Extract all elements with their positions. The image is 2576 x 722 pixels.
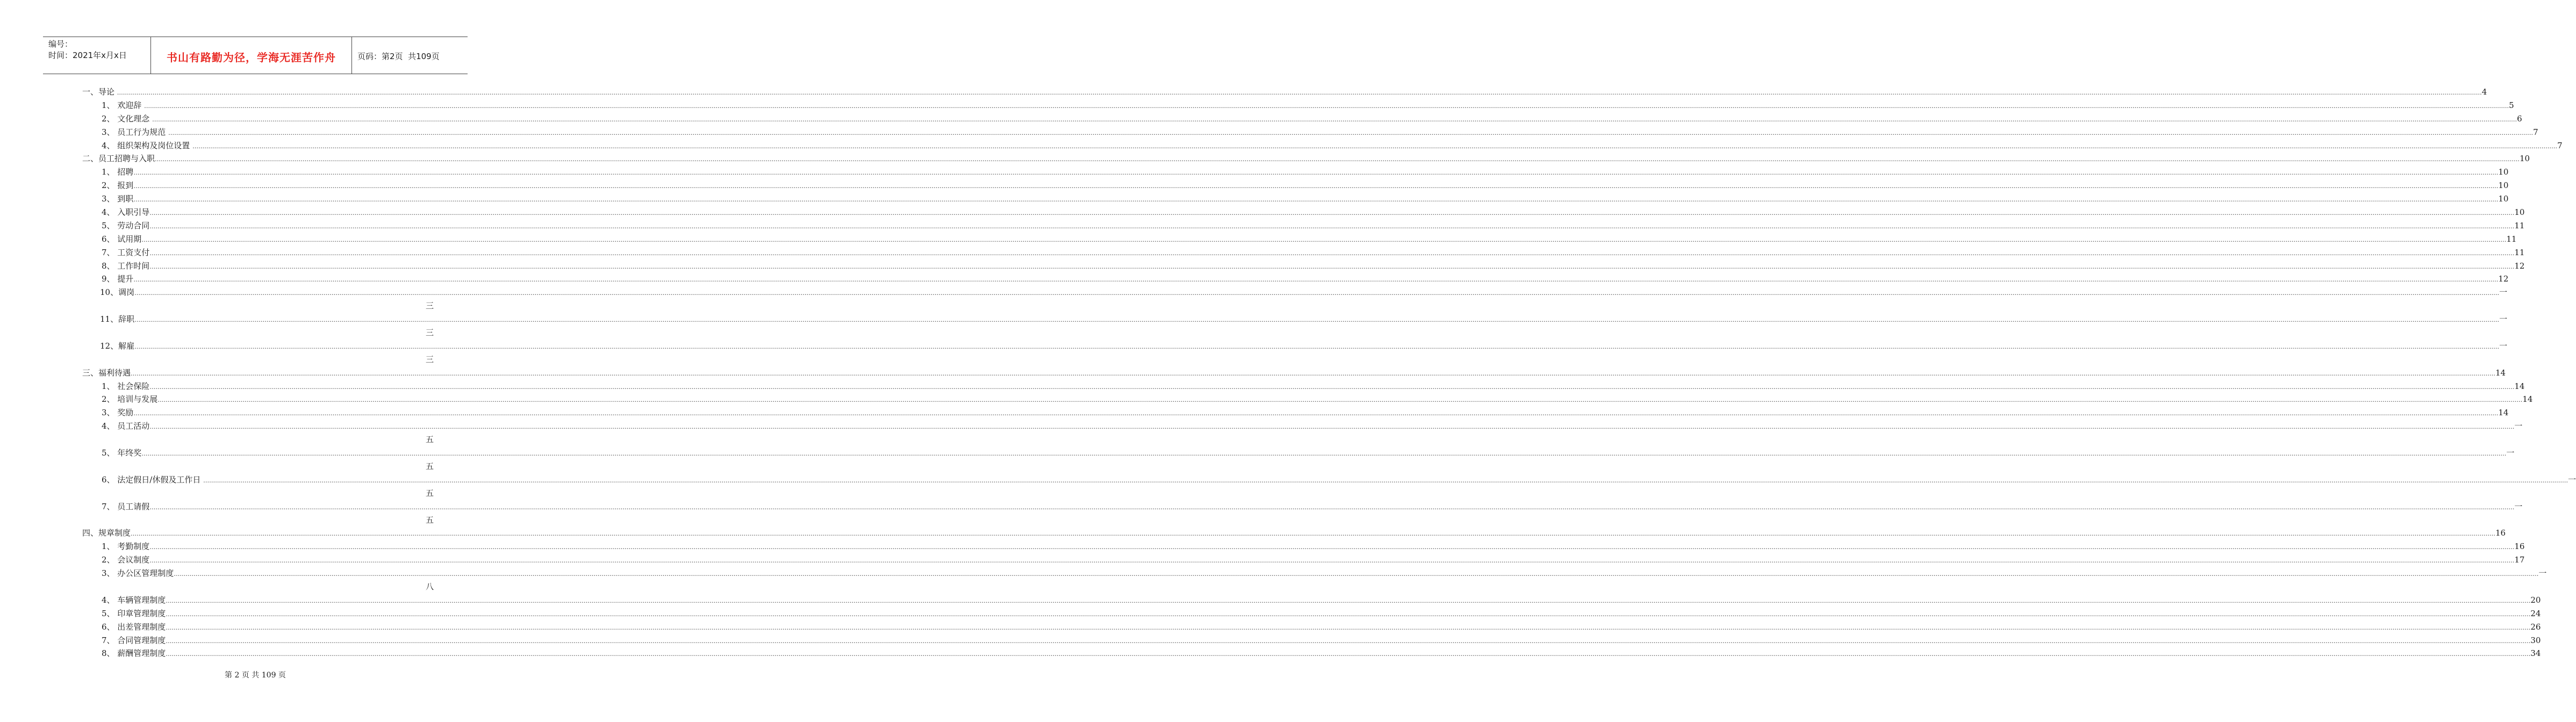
toc-entry-label: 7、 工资支付 xyxy=(102,247,150,257)
header-meta xyxy=(43,37,151,74)
footer-page-number: 第 2 页 共 109 页 xyxy=(225,671,286,680)
toc-entry-label: 3、 办公区管理制度 xyxy=(102,568,174,579)
toc-leader-dots: ………………………………………………………………………………………………………………………………………………………………………………………………………………………………………………………………………………………………………………………………………………………………………………………………………………………………………………………………………………………………………………………………………………………………………………………………………………………………………………………………………………………………………………………………………………………………………………………………………………………………………………………………………………………………………………………………………………………………………………………………………………………………………………………………………………………………………… xyxy=(157,396,2523,404)
toc-entry-page-continuation xyxy=(82,580,434,594)
toc-entry[interactable] xyxy=(82,380,2525,393)
toc-entry-label: 6、 法定假日/休假及工作日 xyxy=(102,474,204,485)
toc-entry-page: 14 xyxy=(2514,381,2525,391)
toc-entry-page: 16 xyxy=(2495,528,2506,538)
toc-entry-page: 34 xyxy=(2530,648,2541,659)
toc-entry-page: 10 xyxy=(2498,194,2509,204)
toc-entry-label: 3、 员工行为规范 xyxy=(102,127,169,137)
toc-entry-label: 4、 入职引导 xyxy=(102,207,150,218)
toc-entry-label: 9、 提升 xyxy=(102,274,134,284)
toc-entry-page: 14 xyxy=(2495,367,2506,378)
toc-entry-page: 17 xyxy=(2514,555,2525,565)
toc-entry-page: 10 xyxy=(2520,154,2530,164)
toc-leader-dots: ………………………………………………………………………………………………………………………………………………………………………………………………………………………………………………………………………………………………………………………………………………………………………………………………………………………………………………………………………………………………………………………………………………………………………………………………………………………………………………………………………………………………………………………………………………………………………………………………………………………………………………………………………………………………………………………………………………………………………………………………………………………………………………………………………………………………………… xyxy=(133,169,2499,177)
toc-leader-dots: ………………………………………………………………………………………………………………………………………………………………………………………………………………………………………………………………………………………………………………………………………………………………………………………………………………………………………………………………………………………………………………………………………………………………………………………………………………………………………………………………………………………………………………………………………………………………………………………………………………………………………………………………………………………………………………………………………………………………………………………………………………………………………………………………………………………………………… xyxy=(134,290,2500,297)
toc-entry-label: 11、辞职 xyxy=(100,314,135,324)
toc-entry-label: 5、 年终奖 xyxy=(102,448,142,458)
toc-entry[interactable] xyxy=(82,540,2525,553)
toc-entry[interactable] xyxy=(82,594,2541,607)
toc-entry-page: 7 xyxy=(2533,127,2538,137)
toc-leader-dots: ………………………………………………………………………………………………………………………………………………………………………………………………………………………………………………………………………………………………………………………………………………………………………………………………………………………………………………………………………………………………………………………………………………………………………………………………………………………………………………………………………………………………………………………………………………………………………………………………………………………………………………………………………………………………………………………………………………………………………………………………………………………………………………………………………………………………………… xyxy=(152,115,2517,123)
toc-entry[interactable] xyxy=(82,246,2525,259)
toc-leader-dots: ………………………………………………………………………………………………………………………………………………………………………………………………………………………………………………………………………………………………………………………………………………………………………………………………………………………………………………………………………………………………………………………………………………………………………………………………………………………………………………………………………………………………………………………………………………………………………………………………………………………………………………………………………………………………………………………………………………………………………………………………………………………………………………………………………………………………………… xyxy=(144,102,2509,110)
toc-entry-label: 10、调岗 xyxy=(100,287,135,298)
toc-leader-dots: ………………………………………………………………………………………………………………………………………………………………………………………………………………………………………………………………………………………………………………………………………………………………………………………………………………………………………………………………………………………………………………………………………………………………………………………………………………………………………………………………………………………………………………………………………………………………………………………………………………………………………………………………………………………………………………………………………………………………………………………………………………………………………………………………………………………………………… xyxy=(117,89,2482,96)
toc-entry-label: 4、 组织架构及岗位设置 xyxy=(102,140,193,150)
toc-entry-page: 24 xyxy=(2530,608,2541,618)
toc-entry-page: 4 xyxy=(2481,87,2487,97)
toc-entry-page-continuation xyxy=(82,460,434,473)
toc-entry-page: 一 xyxy=(2514,501,2523,511)
toc-entry-page: 6 xyxy=(2517,113,2522,124)
toc-entry-page: 11 xyxy=(2514,247,2525,257)
page-header xyxy=(43,37,468,74)
toc-leader-dots: ………………………………………………………………………………………………………………………………………………………………………………………………………………………………………………………………………………………………………………………………………………………………………………………………………………………………………………………………………………………………………………………………………………………………………………………………………………………………………………………………………………………………………………………………………………………………………………………………………………………………………………………………………………………………………………………………………………………………………………………………………………………………………………………………………………………………………… xyxy=(149,423,2515,431)
toc-leader-dots: ………………………………………………………………………………………………………………………………………………………………………………………………………………………………………………………………………………………………………………………………………………………………………………………………………………………………………………………………………………………………………………………………………………………………………………………………………………………………………………………………………………………………………………………………………………………………………………………………………………………………………………………………………………………………………………………………………………………………………………………………………………………………………………………………………………………………………… xyxy=(149,210,2515,217)
toc-entry-label: 8、 工作时间 xyxy=(102,261,150,271)
toc-entry[interactable] xyxy=(82,567,2547,580)
toc-entry-label: 2、 报到 xyxy=(102,180,134,191)
toc-entry-label: 5、 印章管理制度 xyxy=(102,608,166,618)
toc-entry-page-overflow: 三 xyxy=(425,328,434,338)
toc-entry-label: 6、 试用期 xyxy=(102,234,142,244)
toc-entry-page-overflow: 五 xyxy=(425,461,434,471)
toc-entry[interactable] xyxy=(82,286,2508,299)
toc-leader-dots: ………………………………………………………………………………………………………………………………………………………………………………………………………………………………………………………………………………………………………………………………………………………………………………………………………………………………………………………………………………………………………………………………………………………………………………………………………………………………………………………………………………………………………………………………………………………………………………………………………………………………………………………………………………………………………………………………………………………………………………………………………………………………………………………………………………………………………… xyxy=(149,263,2515,270)
toc-entry-page: 14 xyxy=(2498,408,2509,418)
toc-entry[interactable] xyxy=(82,85,2487,99)
toc-entry[interactable] xyxy=(82,272,2509,286)
toc-entry[interactable] xyxy=(82,313,2508,326)
toc-entry[interactable] xyxy=(82,553,2525,567)
toc-entry[interactable] xyxy=(82,259,2525,273)
toc-entry-label: 1、 考勤制度 xyxy=(102,542,150,552)
toc-entry-label: 5、 劳动合同 xyxy=(102,220,150,230)
toc-entry-label: 3、 到职 xyxy=(102,194,134,204)
toc-leader-dots: ………………………………………………………………………………………………………………………………………………………………………………………………………………………………………………………………………………………………………………………………………………………………………………………………………………………………………………………………………………………………………………………………………………………………………………………………………………………………………………………………………………………………………………………………………………………………………………………………………………………………………………………………………………………………………………………………………………………………………………………………………………………………………………………………………………………………………… xyxy=(134,343,2500,350)
toc-entry-page: 一 xyxy=(2499,341,2508,351)
toc-entry-label: 4、 车辆管理制度 xyxy=(102,595,166,605)
toc-leader-dots: ………………………………………………………………………………………………………………………………………………………………………………………………………………………………………………………………………………………………………………………………………………………………………………………………………………………………………………………………………………………………………………………………………………………………………………………………………………………………………………………………………………………………………………………………………………………………………………………………………………………………………………………………………………………………………………………………………………………………………………………………………………………………………………………………………………………………………… xyxy=(133,276,2499,284)
toc-entry-page-overflow: 三 xyxy=(425,301,434,311)
toc-leader-dots: ………………………………………………………………………………………………………………………………………………………………………………………………………………………………………………………………………………………………………………………………………………………………………………………………………………………………………………………………………………………………………………………………………………………………………………………………………………………………………………………………………………………………………………………………………………………………………………………………………………………………………………………………………………………………………………………………………………………………………………………………………………………………………………………………………………………………………… xyxy=(149,249,2515,257)
toc-leader-dots: ………………………………………………………………………………………………………………………………………………………………………………………………………………………………………………………………………………………………………………………………………………………………………………………………………………………………………………………………………………………………………………………………………………………………………………………………………………………………………………………………………………………………………………………………………………………………………………………………………………………………………………………………………………………………………………………………………………………………………………………………………………………………………………………………………………………………………… xyxy=(149,544,2515,551)
toc-leader-dots: ………………………………………………………………………………………………………………………………………………………………………………………………………………………………………………………………………………………………………………………………………………………………………………………………………………………………………………………………………………………………………………………………………………………………………………………………………………………………………………………………………………………………………………………………………………………………………………………………………………………………………………………………………………………………………………………………………………………………………………………………………………………………………………………………………………………………………… xyxy=(203,476,2568,484)
toc-entry[interactable] xyxy=(82,473,2576,487)
toc-entry-page: 11 xyxy=(2514,220,2525,230)
toc-leader-dots: ………………………………………………………………………………………………………………………………………………………………………………………………………………………………………………………………………………………………………………………………………………………………………………………………………………………………………………………………………………………………………………………………………………………………………………………………………………………………………………………………………………………………………………………………………………………………………………………………………………………………………………………………………………………………………………………………………………………………………………………………………………………………………………………………………………………………………… xyxy=(166,624,2531,631)
toc-entry[interactable] xyxy=(82,152,2530,165)
toc-entry[interactable] xyxy=(82,500,2523,514)
toc-entry-page-continuation xyxy=(82,299,434,313)
toc-entry-label: 三、福利待遇 xyxy=(82,367,131,378)
toc-entry-page-overflow: 三 xyxy=(425,354,434,364)
toc-leader-dots: ………………………………………………………………………………………………………………………………………………………………………………………………………………………………………………………………………………………………………………………………………………………………………………………………………………………………………………………………………………………………………………………………………………………………………………………………………………………………………………………………………………………………………………………………………………………………………………………………………………………………………………………………………………………………………………………………………………………………………………………………………………………………………………………………………………………………………… xyxy=(134,316,2500,324)
toc-entry-page: 26 xyxy=(2530,622,2541,632)
toc-entry-label: 1、 社会保险 xyxy=(102,381,150,391)
toc-entry[interactable] xyxy=(82,406,2509,420)
toc-entry-label: 2、 培训与发展 xyxy=(102,394,158,405)
toc-entry-page: 16 xyxy=(2514,542,2525,552)
toc-entry[interactable] xyxy=(82,393,2533,406)
toc-entry-page: 一 xyxy=(2499,314,2508,324)
toc-entry[interactable] xyxy=(82,620,2541,634)
toc-entry-label: 二、员工招聘与入职 xyxy=(82,154,155,164)
toc-leader-dots: ………………………………………………………………………………………………………………………………………………………………………………………………………………………………………………………………………………………………………………………………………………………………………………………………………………………………………………………………………………………………………………………………………………………………………………………………………………………………………………………………………………………………………………………………………………………………………………………………………………………………………………………………………………………………………………………………………………………………………………………………………………………………………………………………………………………………………… xyxy=(131,530,2496,538)
toc-entry[interactable] xyxy=(82,192,2509,206)
toc-entry-page: 11 xyxy=(2506,234,2517,244)
toc-entry-page: 一 xyxy=(2499,287,2508,298)
table-of-contents xyxy=(82,85,2576,660)
toc-leader-dots: ………………………………………………………………………………………………………………………………………………………………………………………………………………………………………………………………………………………………………………………………………………………………………………………………………………………………………………………………………………………………………………………………………………………………………………………………………………………………………………………………………………………………………………………………………………………………………………………………………………………………………………………………………………………………………………………………………………………………………………………………………………………………………………………………………………………………………… xyxy=(133,183,2499,190)
toc-entry-label: 四、规章制度 xyxy=(82,528,131,538)
toc-entry[interactable] xyxy=(82,165,2509,179)
toc-entry[interactable] xyxy=(82,206,2525,219)
toc-entry[interactable] xyxy=(82,99,2514,112)
toc-leader-dots: ………………………………………………………………………………………………………………………………………………………………………………………………………………………………………………………………………………………………………………………………………………………………………………………………………………………………………………………………………………………………………………………………………………………………………………………………………………………………………………………………………………………………………………………………………………………………………………………………………………………………………………………………………………………………………………………………………………………………………………………………………………………………………………………………………………………………………… xyxy=(141,450,2507,458)
toc-entry[interactable] xyxy=(82,634,2541,647)
toc-leader-dots: ………………………………………………………………………………………………………………………………………………………………………………………………………………………………………………………………………………………………………………………………………………………………………………………………………………………………………………………………………………………………………………………………………………………………………………………………………………………………………………………………………………………………………………………………………………………………………………………………………………………………………………………………………………………………………………………………………………………………………………………………………………………………………………………………………………………………………… xyxy=(166,597,2531,604)
toc-entry-label: 3、 奖励 xyxy=(102,408,134,418)
toc-leader-dots: ………………………………………………………………………………………………………………………………………………………………………………………………………………………………………………………………………………………………………………………………………………………………………………………………………………………………………………………………………………………………………………………………………………………………………………………………………………………………………………………………………………………………………………………………………………………………………………………………………………………………………………………………………………………………………………………………………………………………………………………………………………………………………………………………………………………………………… xyxy=(155,156,2520,163)
toc-leader-dots: ………………………………………………………………………………………………………………………………………………………………………………………………………………………………………………………………………………………………………………………………………………………………………………………………………………………………………………………………………………………………………………………………………………………………………………………………………………………………………………………………………………………………………………………………………………………………………………………………………………………………………………………………………………………………………………………………………………………………………………………………………………………………………………………………………………………………………… xyxy=(166,610,2531,618)
toc-entry[interactable] xyxy=(82,219,2525,233)
toc-leader-dots: ………………………………………………………………………………………………………………………………………………………………………………………………………………………………………………………………………………………………………………………………………………………………………………………………………………………………………………………………………………………………………………………………………………………………………………………………………………………………………………………………………………………………………………………………………………………………………………………………………………………………………………………………………………………………………………………………………………………………………………………………………………………………………………………………………………………………………… xyxy=(149,383,2515,391)
page-footer xyxy=(0,669,511,680)
toc-entry-page: 5 xyxy=(2509,100,2514,110)
toc-entry-page-overflow: 五 xyxy=(425,488,434,498)
toc-entry-page-continuation xyxy=(82,353,434,366)
toc-entry[interactable] xyxy=(82,233,2517,246)
toc-leader-dots: ………………………………………………………………………………………………………………………………………………………………………………………………………………………………………………………………………………………………………………………………………………………………………………………………………………………………………………………………………………………………………………………………………………………………………………………………………………………………………………………………………………………………………………………………………………………………………………………………………………………………………………………………………………………………………………………………………………………………………………………………………………………………………………………………………………………………………… xyxy=(174,571,2539,578)
toc-entry[interactable] xyxy=(82,340,2508,353)
document-number-label: 编号： xyxy=(48,39,73,49)
toc-entry-page-overflow: 五 xyxy=(425,435,434,445)
toc-leader-dots: ………………………………………………………………………………………………………………………………………………………………………………………………………………………………………………………………………………………………………………………………………………………………………………………………………………………………………………………………………………………………………………………………………………………………………………………………………………………………………………………………………………………………………………………………………………………………………………………………………………………………………………………………………………………………………………………………………………………………………………………………………………………………………………………………………………………………………… xyxy=(141,236,2507,243)
toc-leader-dots: ………………………………………………………………………………………………………………………………………………………………………………………………………………………………………………………………………………………………………………………………………………………………………………………………………………………………………………………………………………………………………………………………………………………………………………………………………………………………………………………………………………………………………………………………………………………………………………………………………………………………………………………………………………………………………………………………………………………………………………………………………………………………………………………………………………………………………… xyxy=(149,557,2515,565)
toc-entry-page: 20 xyxy=(2530,595,2541,605)
toc-entry-page-overflow: 五 xyxy=(425,515,434,525)
toc-entry-page-continuation xyxy=(82,433,434,446)
toc-entry-page-continuation xyxy=(82,514,434,527)
toc-entry-page: 14 xyxy=(2522,394,2533,405)
toc-entry-label: 6、 出差管理制度 xyxy=(102,622,166,632)
toc-entry-label: 1、 招聘 xyxy=(102,167,134,177)
toc-leader-dots: ………………………………………………………………………………………………………………………………………………………………………………………………………………………………………………………………………………………………………………………………………………………………………………………………………………………………………………………………………………………………………………………………………………………………………………………………………………………………………………………………………………………………………………………………………………………………………………………………………………………………………………………………………………………………………………………………………………………………………………………………………………………………………………………………………………………………………… xyxy=(133,410,2499,417)
toc-entry[interactable] xyxy=(82,607,2541,620)
toc-leader-dots: ………………………………………………………………………………………………………………………………………………………………………………………………………………………………………………………………………………………………………………………………………………………………………………………………………………………………………………………………………………………………………………………………………………………………………………………………………………………………………………………………………………………………………………………………………………………………………………………………………………………………………………………………………………………………………………………………………………………………………………………………………………………………………………………………………………………………………… xyxy=(133,196,2499,204)
toc-entry-label: 1、 欢迎辞 xyxy=(102,100,145,110)
toc-entry-label: 2、 会议制度 xyxy=(102,555,150,565)
toc-entry-page: 一 xyxy=(2568,474,2576,485)
toc-leader-dots: ………………………………………………………………………………………………………………………………………………………………………………………………………………………………………………………………………………………………………………………………………………………………………………………………………………………………………………………………………………………………………………………………………………………………………………………………………………………………………………………………………………………………………………………………………………………………………………………………………………………………………………………………………………………………………………………………………………………………………………………………………………………………………………………………………………………………………… xyxy=(168,129,2534,136)
toc-entry-label: 7、 合同管理制度 xyxy=(102,635,166,645)
toc-entry-page-continuation xyxy=(82,326,434,340)
toc-leader-dots: ………………………………………………………………………………………………………………………………………………………………………………………………………………………………………………………………………………………………………………………………………………………………………………………………………………………………………………………………………………………………………………………………………………………………………………………………………………………………………………………………………………………………………………………………………………………………………………………………………………………………………………………………………………………………………………………………………………………………………………………………………………………………………………………………………………………………………… xyxy=(166,651,2531,658)
toc-entry[interactable] xyxy=(82,139,2563,153)
toc-entry-label: 4、 员工活动 xyxy=(102,421,150,431)
toc-entry[interactable] xyxy=(82,420,2523,433)
toc-entry-page: 10 xyxy=(2498,167,2509,177)
toc-entry[interactable] xyxy=(82,366,2506,380)
toc-entry-page: 7 xyxy=(2557,140,2563,150)
toc-entry-label: 7、 员工请假 xyxy=(102,501,150,511)
toc-entry[interactable] xyxy=(82,446,2515,460)
toc-entry-page: 12 xyxy=(2514,261,2525,271)
toc-entry-page: 12 xyxy=(2498,274,2509,284)
toc-entry-label: 2、 文化理念 xyxy=(102,113,153,124)
toc-leader-dots: ………………………………………………………………………………………………………………………………………………………………………………………………………………………………………………………………………………………………………………………………………………………………………………………………………………………………………………………………………………………………………………………………………………………………………………………………………………………………………………………………………………………………………………………………………………………………………………………………………………………………………………………………………………………………………………………………………………………………………………………………………………………………………………………………………………………………………… xyxy=(149,503,2515,511)
toc-entry-page-overflow: 八 xyxy=(425,581,434,591)
toc-entry-page: 一 xyxy=(2506,448,2515,458)
document-time-label: 时间：2021年x月x日 xyxy=(48,50,127,60)
toc-entry[interactable] xyxy=(82,647,2541,660)
header-page-info-text: 页码：第2页 共109页 xyxy=(357,51,440,61)
header-page-info xyxy=(352,37,468,74)
toc-leader-dots: ………………………………………………………………………………………………………………………………………………………………………………………………………………………………………………………………………………………………………………………………………………………………………………………………………………………………………………………………………………………………………………………………………………………………………………………………………………………………………………………………………………………………………………………………………………………………………………………………………………………………………………………………………………………………………………………………………………………………………………………………………………………………………………………………………………………………………… xyxy=(131,370,2496,377)
toc-leader-dots: ………………………………………………………………………………………………………………………………………………………………………………………………………………………………………………………………………………………………………………………………………………………………………………………………………………………………………………………………………………………………………………………………………………………………………………………………………………………………………………………………………………………………………………………………………………………………………………………………………………………………………………………………………………………………………………………………………………………………………………………………………………………………………………………………………………………………………… xyxy=(192,142,2558,150)
toc-leader-dots: ………………………………………………………………………………………………………………………………………………………………………………………………………………………………………………………………………………………………………………………………………………………………………………………………………………………………………………………………………………………………………………………………………………………………………………………………………………………………………………………………………………………………………………………………………………………………………………………………………………………………………………………………………………………………………………………………………………………………………………………………………………………………………………………………………………………………………… xyxy=(166,637,2531,645)
toc-entry-page: 10 xyxy=(2498,180,2509,191)
toc-entry[interactable] xyxy=(82,126,2538,139)
toc-entry-label: 8、 薪酬管理制度 xyxy=(102,648,166,659)
toc-entry-label: 一、导论 xyxy=(82,87,117,97)
header-motto: 书山有路勤为径，学海无涯苦作舟 xyxy=(151,37,352,74)
toc-entry-page: 一 xyxy=(2538,568,2547,579)
toc-entry-page: 30 xyxy=(2530,635,2541,645)
toc-leader-dots: ………………………………………………………………………………………………………………………………………………………………………………………………………………………………………………………………………………………………………………………………………………………………………………………………………………………………………………………………………………………………………………………………………………………………………………………………………………………………………………………………………………………………………………………………………………………………………………………………………………………………………………………………………………………………………………………………………………………………………………………………………………………………………………………………………………………………………… xyxy=(149,222,2515,230)
toc-entry[interactable] xyxy=(82,526,2506,540)
toc-entry-page: 一 xyxy=(2514,421,2523,431)
toc-entry-page-continuation xyxy=(82,487,434,500)
toc-entry-page: 10 xyxy=(2514,207,2525,218)
toc-entry-label: 12、解雇 xyxy=(100,341,135,351)
toc-entry[interactable] xyxy=(82,179,2509,192)
toc-entry[interactable] xyxy=(82,112,2522,126)
